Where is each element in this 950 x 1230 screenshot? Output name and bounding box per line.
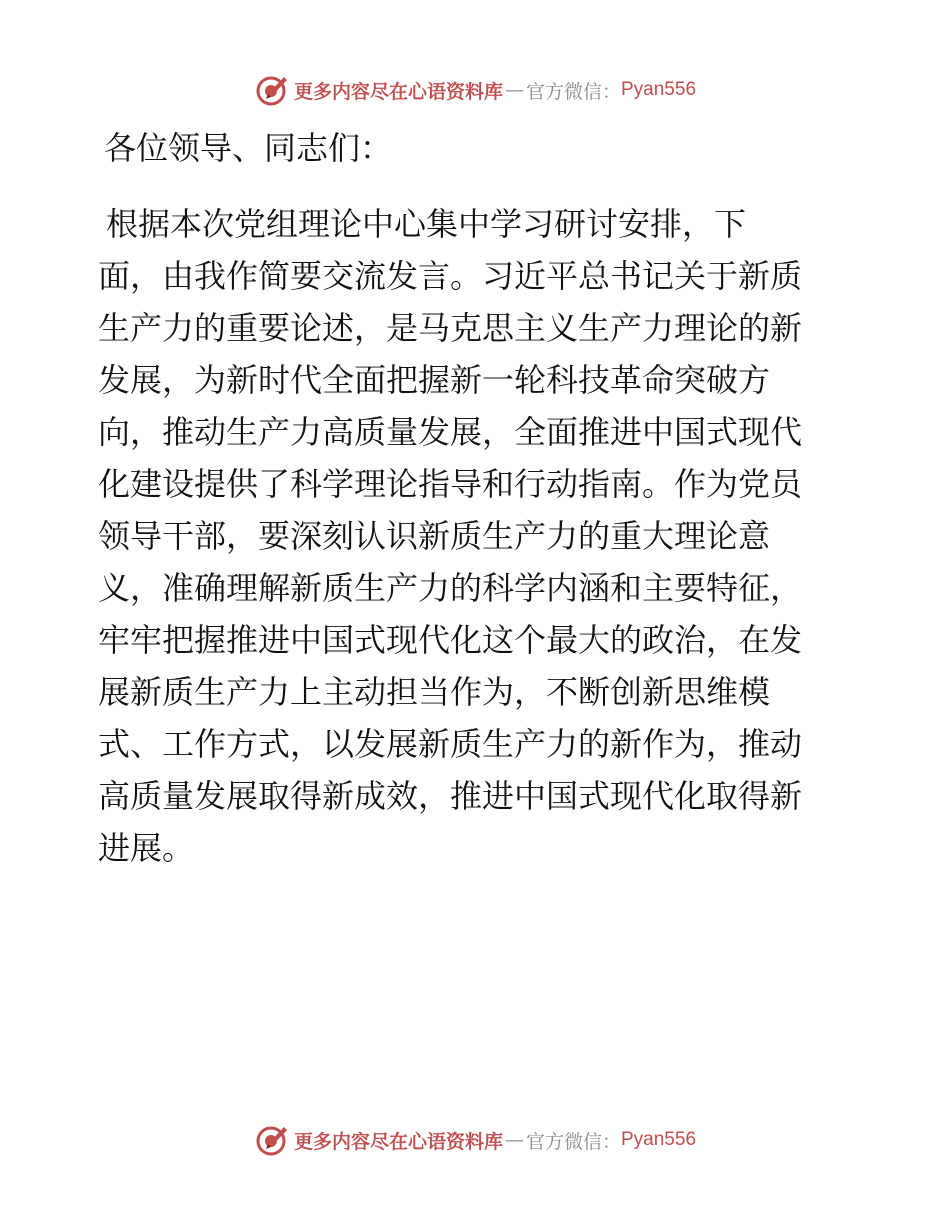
body-line: 生产力的重要论述，是马克思主义生产力理论的新 (98, 309, 803, 347)
body-line: 义，准确理解新质生产力的科学内涵和主要特征， (98, 569, 803, 607)
body-line: 高质量发展取得新成效，推进中国式现代化取得新 (98, 777, 803, 815)
body-line: 根据本次党组理论中心集中学习研讨安排，下 (106, 205, 747, 243)
body-line: 领导干部，要深刻认识新质生产力的重大理论意 (98, 517, 771, 555)
document-body (98, 198, 848, 874)
pen-circle-logo-icon (254, 1122, 290, 1158)
body-line: 向，推动生产力高质量发展，全面推进中国式现代 (98, 413, 803, 451)
banner-wechat-label: 官方微信： (525, 80, 621, 103)
body-line: 式、工作方式，以发展新质生产力的新作为，推动 (98, 725, 803, 763)
banner-wechat-id: Pyan556 (621, 79, 697, 100)
banner-wechat-label: 官方微信： (525, 1130, 621, 1153)
greeting: 各位领导、同志们： (104, 129, 393, 167)
banner-text: 更多内容尽在心语资料库 (293, 1130, 503, 1153)
banner-wechat-id: Pyan556 (621, 1129, 697, 1150)
header-banner (0, 68, 950, 112)
banner-dash: — (504, 1129, 524, 1151)
body-line: 进展。 (98, 829, 195, 867)
body-line: 发展，为新时代全面把握新一轮科技革命突破方 (98, 361, 771, 399)
body-line: 展新质生产力上主动担当作为，不断创新思维模 (98, 673, 771, 711)
banner-text: 更多内容尽在心语资料库 (293, 80, 503, 103)
footer-banner (0, 1118, 950, 1162)
pen-circle-logo-icon (254, 72, 290, 108)
body-line: 面，由我作简要交流发言。习近平总书记关于新质 (98, 257, 803, 295)
banner-dash: — (504, 79, 524, 101)
body-line: 牢牢把握推进中国式现代化这个最大的政治，在发 (98, 621, 803, 659)
body-line: 化建设提供了科学理论指导和行动指南。作为党员 (98, 465, 803, 503)
